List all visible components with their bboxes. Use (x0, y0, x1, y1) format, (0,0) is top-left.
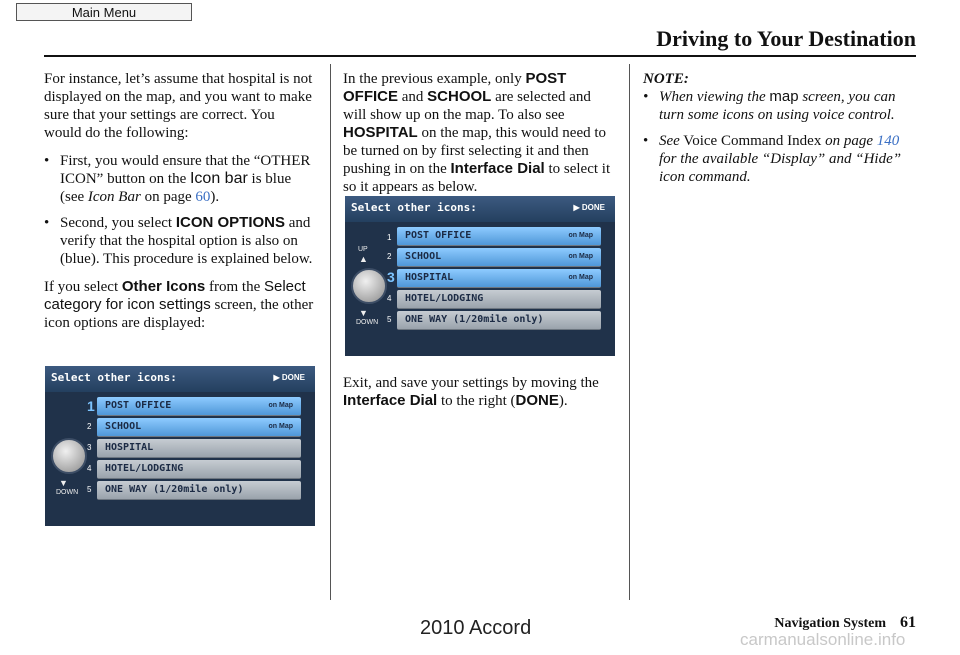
text: Voice Command Index (679, 133, 826, 149)
down-label: DOWN (356, 319, 379, 326)
list-item (97, 397, 301, 416)
ui-term-interface-dial: Interface Dial (450, 160, 545, 177)
text: are selected and will show up on the map. To also see (343, 89, 591, 123)
item-label: HOSPITAL (105, 442, 154, 453)
item-number: 4 (387, 294, 392, 303)
column-1 (44, 70, 316, 342)
ui-term-done: DONE (515, 392, 559, 409)
ui-term-hospital: HOSPITAL (343, 124, 418, 141)
text: from the (205, 279, 264, 295)
text: ). (210, 189, 220, 205)
item-label: HOSPITAL (405, 272, 454, 283)
text: When viewing the (659, 89, 770, 105)
interface-dial-icon (51, 438, 87, 474)
ui-term-select-category: Select category for icon settings (44, 278, 306, 313)
ui-term-icon-bar: Icon bar (189, 170, 248, 187)
text: on the map, this would need to be turned on by first selecting it and then pushing in on the (343, 125, 607, 177)
note-label: NOTE: (643, 71, 689, 87)
page-link-60[interactable]: 60 (195, 189, 211, 205)
list-item (97, 418, 301, 437)
list-item (97, 481, 301, 500)
text: to the right ( (437, 393, 516, 409)
text: If you select (44, 279, 122, 295)
text: In the previous example, only (343, 71, 526, 87)
item-number: 3 (387, 269, 395, 285)
ui-term-other-icons: Other Icons (121, 278, 206, 295)
page-title: Driving to Your Destination (656, 26, 916, 51)
ui-term-post-office: POST OFFICE (343, 70, 567, 105)
done-button: ▶ DONE (573, 203, 605, 212)
text: on page (140, 189, 196, 205)
nav-screen-after (345, 196, 615, 356)
item-number: 2 (87, 422, 92, 431)
item-label: HOTEL/LODGING (405, 293, 484, 304)
item-number: 5 (87, 485, 92, 494)
item-label: HOTEL/LODGING (105, 463, 184, 474)
main-menu-button[interactable]: Main Menu (16, 3, 192, 21)
watermark: carmanualsonline.info (740, 630, 906, 649)
step-1 (44, 152, 316, 206)
page-link-140[interactable]: 140 (876, 133, 900, 149)
model-label: 2010 Accord (420, 617, 532, 639)
item-label: SCHOOL (405, 251, 442, 262)
other-icons-paragraph (44, 278, 316, 332)
text: First, you would ensure that the “OTHER ICON” button on the (60, 153, 311, 187)
ui-term-map: map (769, 88, 799, 105)
text: is blue (see (60, 171, 292, 205)
up-label: UP (358, 246, 368, 253)
ref-icon-bar: Icon Bar (87, 189, 141, 205)
title-rule (44, 55, 916, 57)
item-number: 2 (387, 252, 392, 261)
item-label: SCHOOL (105, 421, 142, 432)
nav-screen-before (45, 366, 315, 526)
item-tag: on Map (568, 232, 593, 239)
note-2 (643, 132, 915, 186)
step-2 (44, 214, 316, 268)
text: ). (558, 393, 568, 409)
item-tag: on Map (268, 423, 293, 430)
item-tag: on Map (268, 402, 293, 409)
down-arrow-icon: ▼ (59, 478, 68, 488)
text: Second, you select (60, 215, 176, 231)
text: on page (825, 133, 877, 149)
list-item (397, 269, 601, 288)
down-arrow-icon: ▼ (359, 308, 368, 318)
text: screen, you can turn some icons on using voice control. (659, 89, 896, 123)
interface-dial-icon (351, 268, 387, 304)
steps-list (44, 152, 316, 268)
ui-term-interface-dial: Interface Dial (343, 392, 438, 409)
previous-example-paragraph (343, 70, 615, 196)
item-label: POST OFFICE (405, 230, 472, 241)
text: See (659, 133, 680, 149)
exit-paragraph (343, 374, 615, 410)
text: Exit, and save your settings by moving the (343, 375, 599, 391)
text: and (398, 89, 428, 105)
column-divider (330, 64, 331, 600)
column-3 (643, 70, 915, 196)
section-name: Navigation System (774, 616, 886, 631)
list-item (397, 311, 601, 330)
list-item (397, 290, 601, 309)
item-number: 1 (87, 398, 95, 414)
screen-title: Select other icons: (351, 201, 477, 214)
done-button: ▶ DONE (273, 373, 305, 382)
item-label: POST OFFICE (105, 400, 172, 411)
list-item (397, 227, 601, 246)
ui-term-icon-options: ICON OPTIONS (175, 214, 285, 231)
item-tag: on Map (568, 274, 593, 281)
screen-header (45, 366, 315, 392)
page-number: 61 (900, 614, 916, 631)
text: screen, the other icon options are displayed: (44, 297, 314, 331)
item-number: 5 (387, 315, 392, 324)
item-number: 1 (387, 233, 392, 242)
list-item (397, 248, 601, 267)
text: and verify that the hospital option is also on (blue). This procedure is explained below. (60, 215, 313, 267)
list-item (97, 460, 301, 479)
notes-list (643, 88, 915, 186)
ui-term-school: SCHOOL (427, 88, 492, 105)
column-divider (629, 64, 630, 600)
item-number: 3 (87, 443, 92, 452)
item-label: ONE WAY (1/20mile only) (105, 484, 244, 495)
item-tag: on Map (568, 253, 593, 260)
text: for the available “Display” and “Hide” icon command. (659, 151, 902, 185)
note-1 (643, 88, 915, 124)
item-label: ONE WAY (1/20mile only) (405, 314, 544, 325)
screen-header (345, 196, 615, 222)
text: to select it so it appears as below. (343, 161, 611, 195)
list-item (97, 439, 301, 458)
down-label: DOWN (56, 489, 79, 496)
screen-title: Select other icons: (51, 371, 177, 384)
up-arrow-icon: ▲ (359, 254, 368, 264)
item-number: 4 (87, 464, 92, 473)
intro-paragraph: For instance, let’s assume that hospital is not displayed on the map, and you want to make sure that your settings are correct. You would do the following: (44, 71, 313, 141)
